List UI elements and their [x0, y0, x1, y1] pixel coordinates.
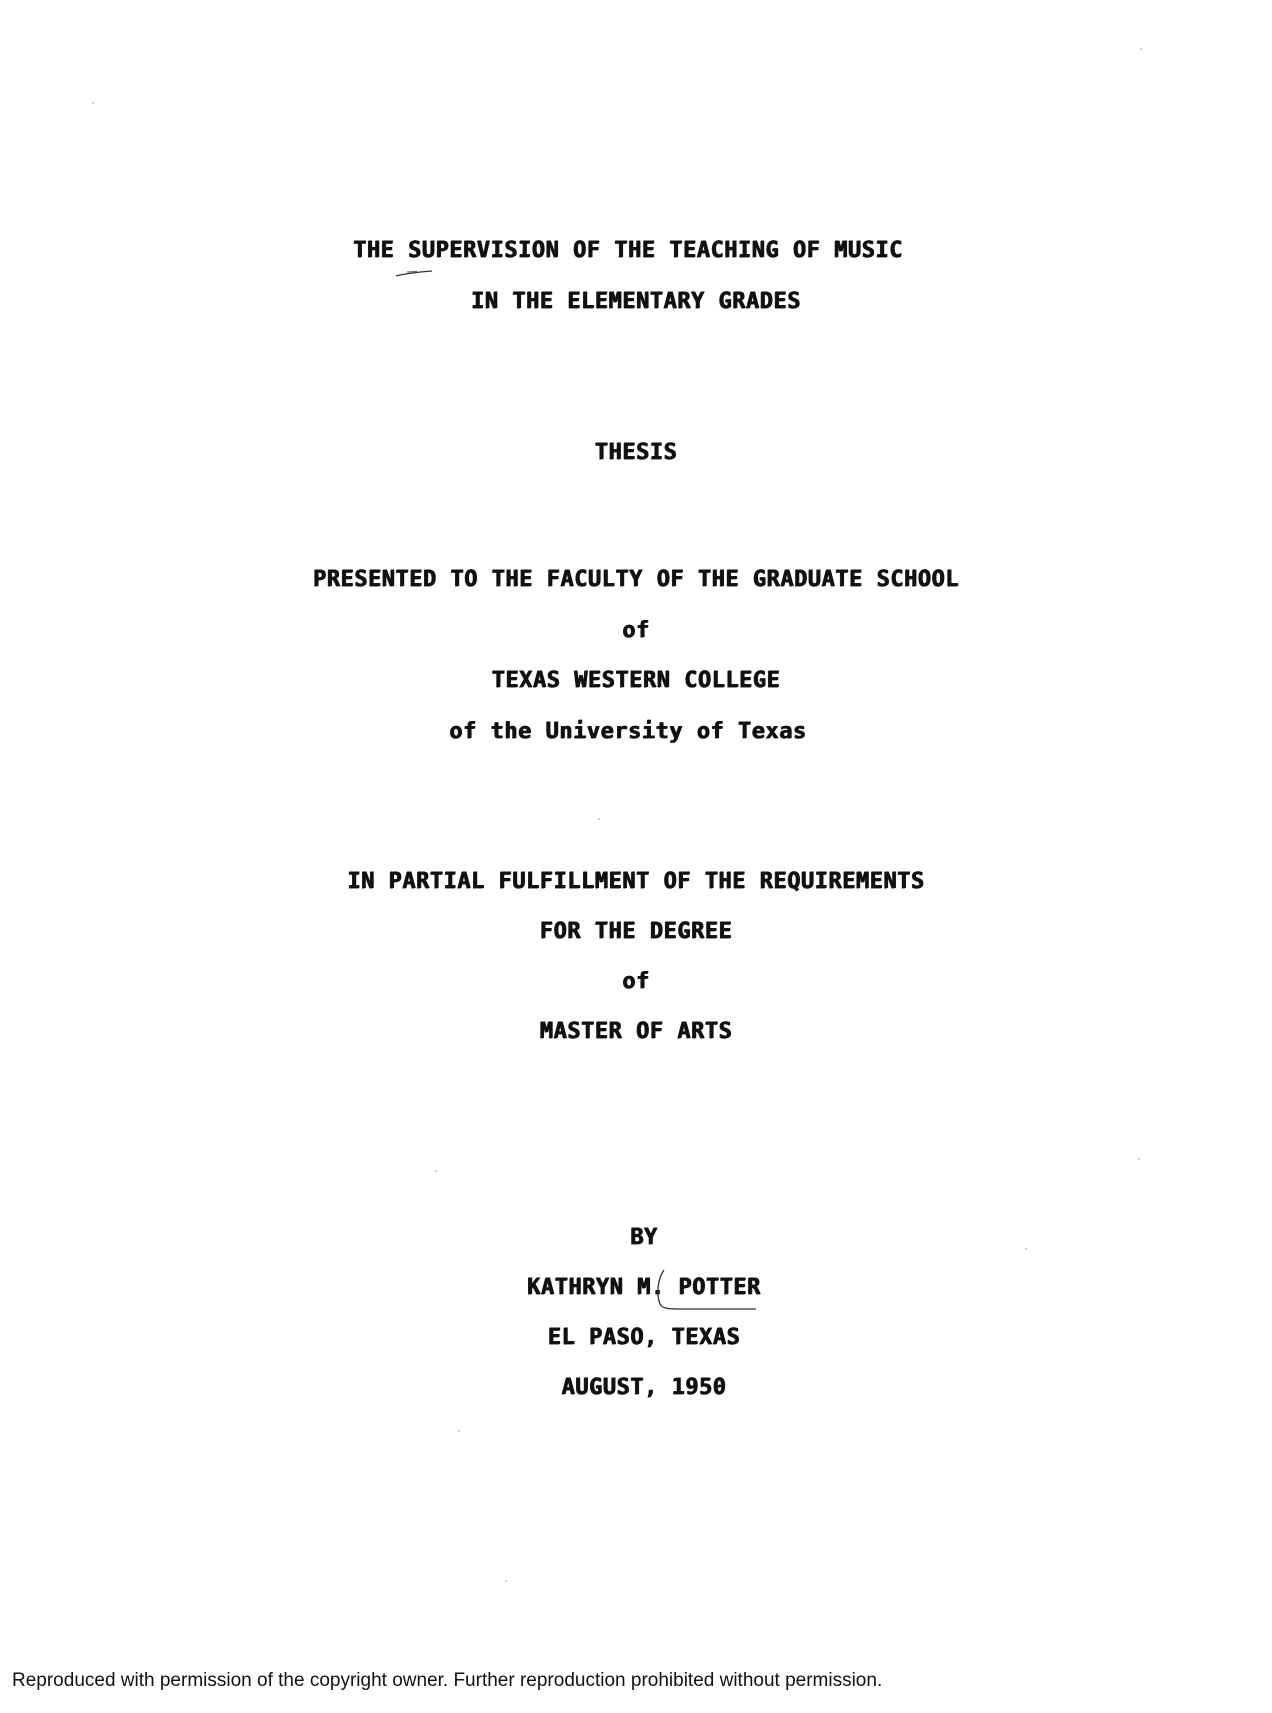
of-line-2: of [622, 969, 650, 994]
pen-bracket-mark [650, 1266, 760, 1316]
date-line: AUGUST, 1950 [561, 1375, 727, 1400]
university-line: of the University of Texas [449, 719, 807, 744]
fulfillment-line: IN PARTIAL FULFILLMENT OF THE REQUIREMENTS [347, 869, 925, 894]
pen-underline-mark [395, 270, 433, 278]
scan-speck [1140, 48, 1142, 50]
degree-intro-line: FOR THE DEGREE [539, 919, 733, 944]
of-line-1: of [622, 618, 650, 643]
document-type-label: THESIS [594, 440, 678, 465]
presented-to-line: PRESENTED TO THE FACULTY OF THE GRADUATE SCHOOL [312, 567, 960, 592]
place-line: EL PASO, TEXAS [547, 1325, 741, 1350]
scan-speck [1025, 1248, 1027, 1250]
by-line: BY [630, 1225, 658, 1250]
college-name: TEXAS WESTERN COLLEGE [491, 668, 781, 693]
scan-speck [458, 1430, 460, 1432]
degree-name: MASTER OF ARTS [539, 1019, 733, 1044]
scan-speck [598, 818, 600, 820]
thesis-title-line-1: THE SUPERVISION OF THE TEACHING OF MUSIC [353, 238, 903, 263]
scan-speck [505, 1580, 507, 1582]
scan-speck [1138, 1158, 1140, 1160]
author-name: KATHRYN M. POTTER [527, 1275, 761, 1300]
copyright-notice: Reproduced with permission of the copyright owner. Further reproduction prohibited without permission. [12, 1670, 883, 1691]
scan-speck [435, 1170, 437, 1172]
thesis-title-line-2: IN THE ELEMENTARY GRADES [471, 289, 801, 314]
scan-speck [92, 102, 94, 104]
